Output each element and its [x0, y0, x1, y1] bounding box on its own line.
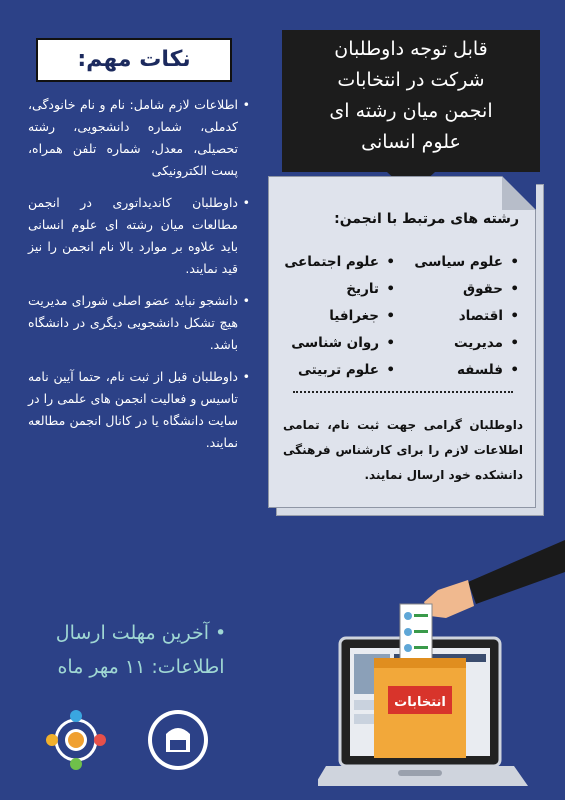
field-item: • فلسفه — [407, 357, 519, 384]
notes-list — [28, 94, 250, 464]
field-item: • علوم تربیتی — [283, 357, 395, 384]
header-line-1: قابل توجه داوطلبان — [334, 38, 488, 60]
field-item: • حقوق — [407, 276, 519, 303]
field-item: • علوم سیاسی — [407, 249, 519, 276]
ballot-box-label: انتخابات — [394, 695, 446, 710]
deadline-notice — [28, 616, 254, 684]
field-item: • اقتصاد — [407, 303, 519, 330]
header-line-4: علوم انسانی — [361, 131, 461, 153]
field-item: • مدیریت — [407, 330, 519, 357]
fields-column-b — [283, 249, 395, 384]
fields-card — [268, 176, 544, 516]
field-item: • روان شناسی — [283, 330, 395, 357]
card-sheet — [268, 176, 536, 508]
fields-column-a — [407, 249, 519, 384]
globe-network-logo — [44, 708, 108, 772]
deadline-line-1: • آخرین مهلت ارسال — [55, 622, 227, 644]
note-item: • داوطلبان قبل از ثبت نام، حتما آیین نامه تاسیس و فعالیت انجمن های علمی را در سایت دانشگاه یا در کانال انجمن مطالعه نمایند. — [28, 366, 250, 454]
header-line-2: شرکت در انتخابات — [337, 69, 485, 91]
hand-icon — [422, 540, 565, 618]
dotted-divider — [293, 391, 513, 393]
field-item: • جغرافیا — [283, 303, 395, 330]
note-item: • داوطلبان کاندیداتوری در انجمن مطالعات میان رشته ای علوم انسانی باید علاوه بر موارد بالا نام انجمن را نیز قید نمایند. — [28, 192, 250, 280]
registration-instructions: داوطلبان گرامی جهت ثبت نام، تمامی اطلاعات لازم را برای کارشناس فرهنگی دانشکده خود ارسال نمایند. — [283, 418, 523, 482]
header-line-3: انجمن میان رشته ای — [329, 100, 493, 122]
field-item: • تاریخ — [283, 276, 395, 303]
fields-title: رشته های مرتبط با انجمن: — [334, 211, 519, 227]
note-item: • اطلاعات لازم شامل: نام و نام خانودگی، کدملی، شماره دانشجویی، رشته تحصیلی، معدل، شماره تلفن همراه، پست الکترونیکی — [28, 94, 250, 182]
deadline-line-2: اطلاعات: ۱۱ مهر ماه — [57, 656, 225, 678]
folded-corner — [502, 176, 536, 210]
note-item: • دانشجو نباید عضو اصلی شورای مدیریت هیچ تشکل دانشجویی دیگری در دانشگاه باشد. — [28, 290, 250, 356]
field-item: • علوم اجتماعی — [283, 249, 395, 276]
university-seal-logo — [146, 708, 210, 772]
announcement-header — [282, 30, 540, 172]
notes-title: نکات مهم: — [36, 38, 232, 82]
voting-illustration — [318, 520, 565, 800]
